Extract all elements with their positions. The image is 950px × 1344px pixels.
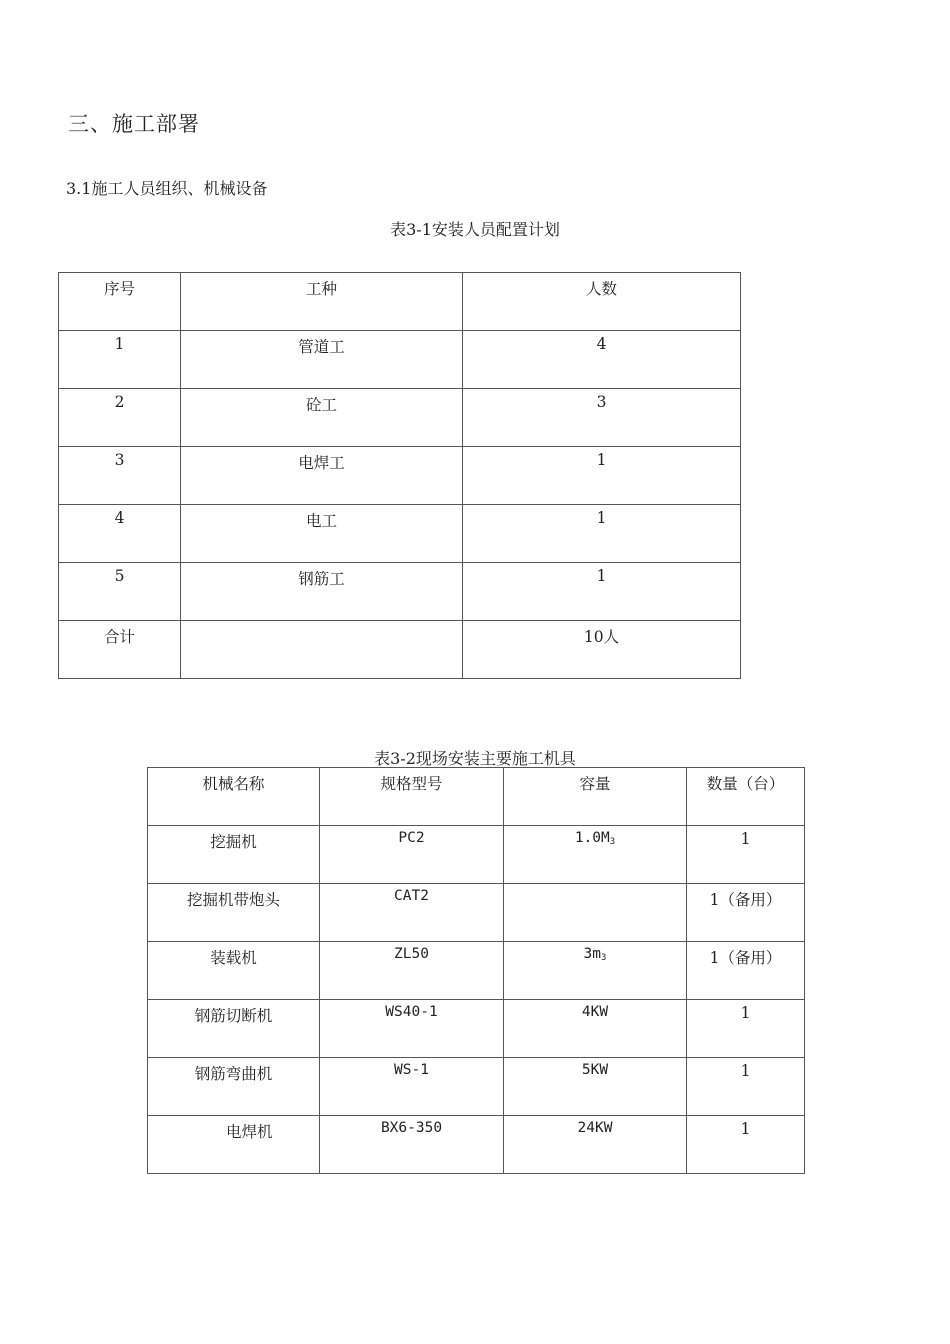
subsection-title: 3.1施工人员组织、机械设备 bbox=[66, 179, 268, 198]
total-value-cell: 10人 bbox=[463, 621, 741, 679]
model-cell: PC2 bbox=[320, 826, 504, 884]
table-cell: 1 bbox=[463, 563, 741, 621]
table-row bbox=[148, 884, 805, 942]
table-header-row bbox=[148, 768, 805, 826]
machine-name-cell: 挖掘机 bbox=[148, 826, 320, 884]
table-row bbox=[59, 505, 741, 563]
machinery-table bbox=[147, 767, 805, 1174]
quantity-cell: 1 bbox=[687, 1116, 805, 1174]
model-cell: WS-1 bbox=[320, 1058, 504, 1116]
table-header-row bbox=[59, 273, 741, 331]
table-total-row bbox=[59, 621, 741, 679]
table-cell: 5 bbox=[59, 563, 181, 621]
table-cell: 4 bbox=[59, 505, 181, 563]
model-cell: ZL50 bbox=[320, 942, 504, 1000]
table-cell: 3 bbox=[463, 389, 741, 447]
header-cell: 序号 bbox=[59, 273, 181, 331]
table-cell: 4 bbox=[463, 331, 741, 389]
quantity-cell: 1 bbox=[687, 1000, 805, 1058]
table-row bbox=[59, 447, 741, 505]
table-row bbox=[59, 389, 741, 447]
capacity-cell bbox=[504, 942, 687, 1000]
total-label-cell: 合计 bbox=[59, 621, 181, 679]
header-cell: 数量（台） bbox=[687, 768, 805, 826]
table-cell: 管道工 bbox=[181, 331, 463, 389]
table-row bbox=[148, 1000, 805, 1058]
table-cell: 电工 bbox=[181, 505, 463, 563]
machine-name-cell: 装载机 bbox=[148, 942, 320, 1000]
table-cell: 2 bbox=[59, 389, 181, 447]
table-cell: 钢筋工 bbox=[181, 563, 463, 621]
model-cell: WS40-1 bbox=[320, 1000, 504, 1058]
table-row bbox=[148, 1116, 805, 1174]
section-title: 三、施工部署 bbox=[68, 112, 200, 136]
header-cell: 规格型号 bbox=[320, 768, 504, 826]
table1-caption: 表3-1安装人员配置计划 bbox=[390, 220, 560, 239]
table-row bbox=[148, 826, 805, 884]
table-row bbox=[59, 563, 741, 621]
capacity-unit-subscript: 3 bbox=[609, 837, 616, 847]
machine-name-cell: 电焊机 bbox=[148, 1116, 320, 1174]
quantity-cell: 1（备用） bbox=[687, 884, 805, 942]
quantity-cell: 1 bbox=[687, 826, 805, 884]
table-row bbox=[148, 942, 805, 1000]
capacity-cell: 5KW bbox=[504, 1058, 687, 1116]
model-cell: BX6-350 bbox=[320, 1116, 504, 1174]
header-cell: 工种 bbox=[181, 273, 463, 331]
table-row bbox=[148, 1058, 805, 1116]
model-cell: CAT2 bbox=[320, 884, 504, 942]
capacity-cell bbox=[504, 884, 687, 942]
header-cell: 容量 bbox=[504, 768, 687, 826]
capacity-value: 1.0M bbox=[574, 830, 610, 846]
quantity-cell: 1 bbox=[687, 1058, 805, 1116]
quantity-cell: 1（备用） bbox=[687, 942, 805, 1000]
capacity-cell: 4KW bbox=[504, 1000, 687, 1058]
capacity-cell bbox=[504, 826, 687, 884]
machine-name-cell: 钢筋弯曲机 bbox=[148, 1058, 320, 1116]
capacity-value: 3m bbox=[583, 946, 602, 962]
personnel-table bbox=[58, 272, 741, 679]
table-cell: 电焊工 bbox=[181, 447, 463, 505]
header-cell: 人数 bbox=[463, 273, 741, 331]
header-cell: 机械名称 bbox=[148, 768, 320, 826]
total-empty-cell bbox=[181, 621, 463, 679]
table-cell: 3 bbox=[59, 447, 181, 505]
table-row bbox=[59, 331, 741, 389]
table-cell: 1 bbox=[463, 447, 741, 505]
capacity-cell: 24KW bbox=[504, 1116, 687, 1174]
machine-name-cell: 钢筋切断机 bbox=[148, 1000, 320, 1058]
capacity-unit-subscript: 3 bbox=[601, 953, 607, 963]
table-cell: 1 bbox=[463, 505, 741, 563]
machine-name-cell: 挖掘机带炮头 bbox=[148, 884, 320, 942]
table-cell: 1 bbox=[59, 331, 181, 389]
table-cell: 砼工 bbox=[181, 389, 463, 447]
table2-caption: 表3-2现场安装主要施工机具 bbox=[374, 749, 576, 768]
